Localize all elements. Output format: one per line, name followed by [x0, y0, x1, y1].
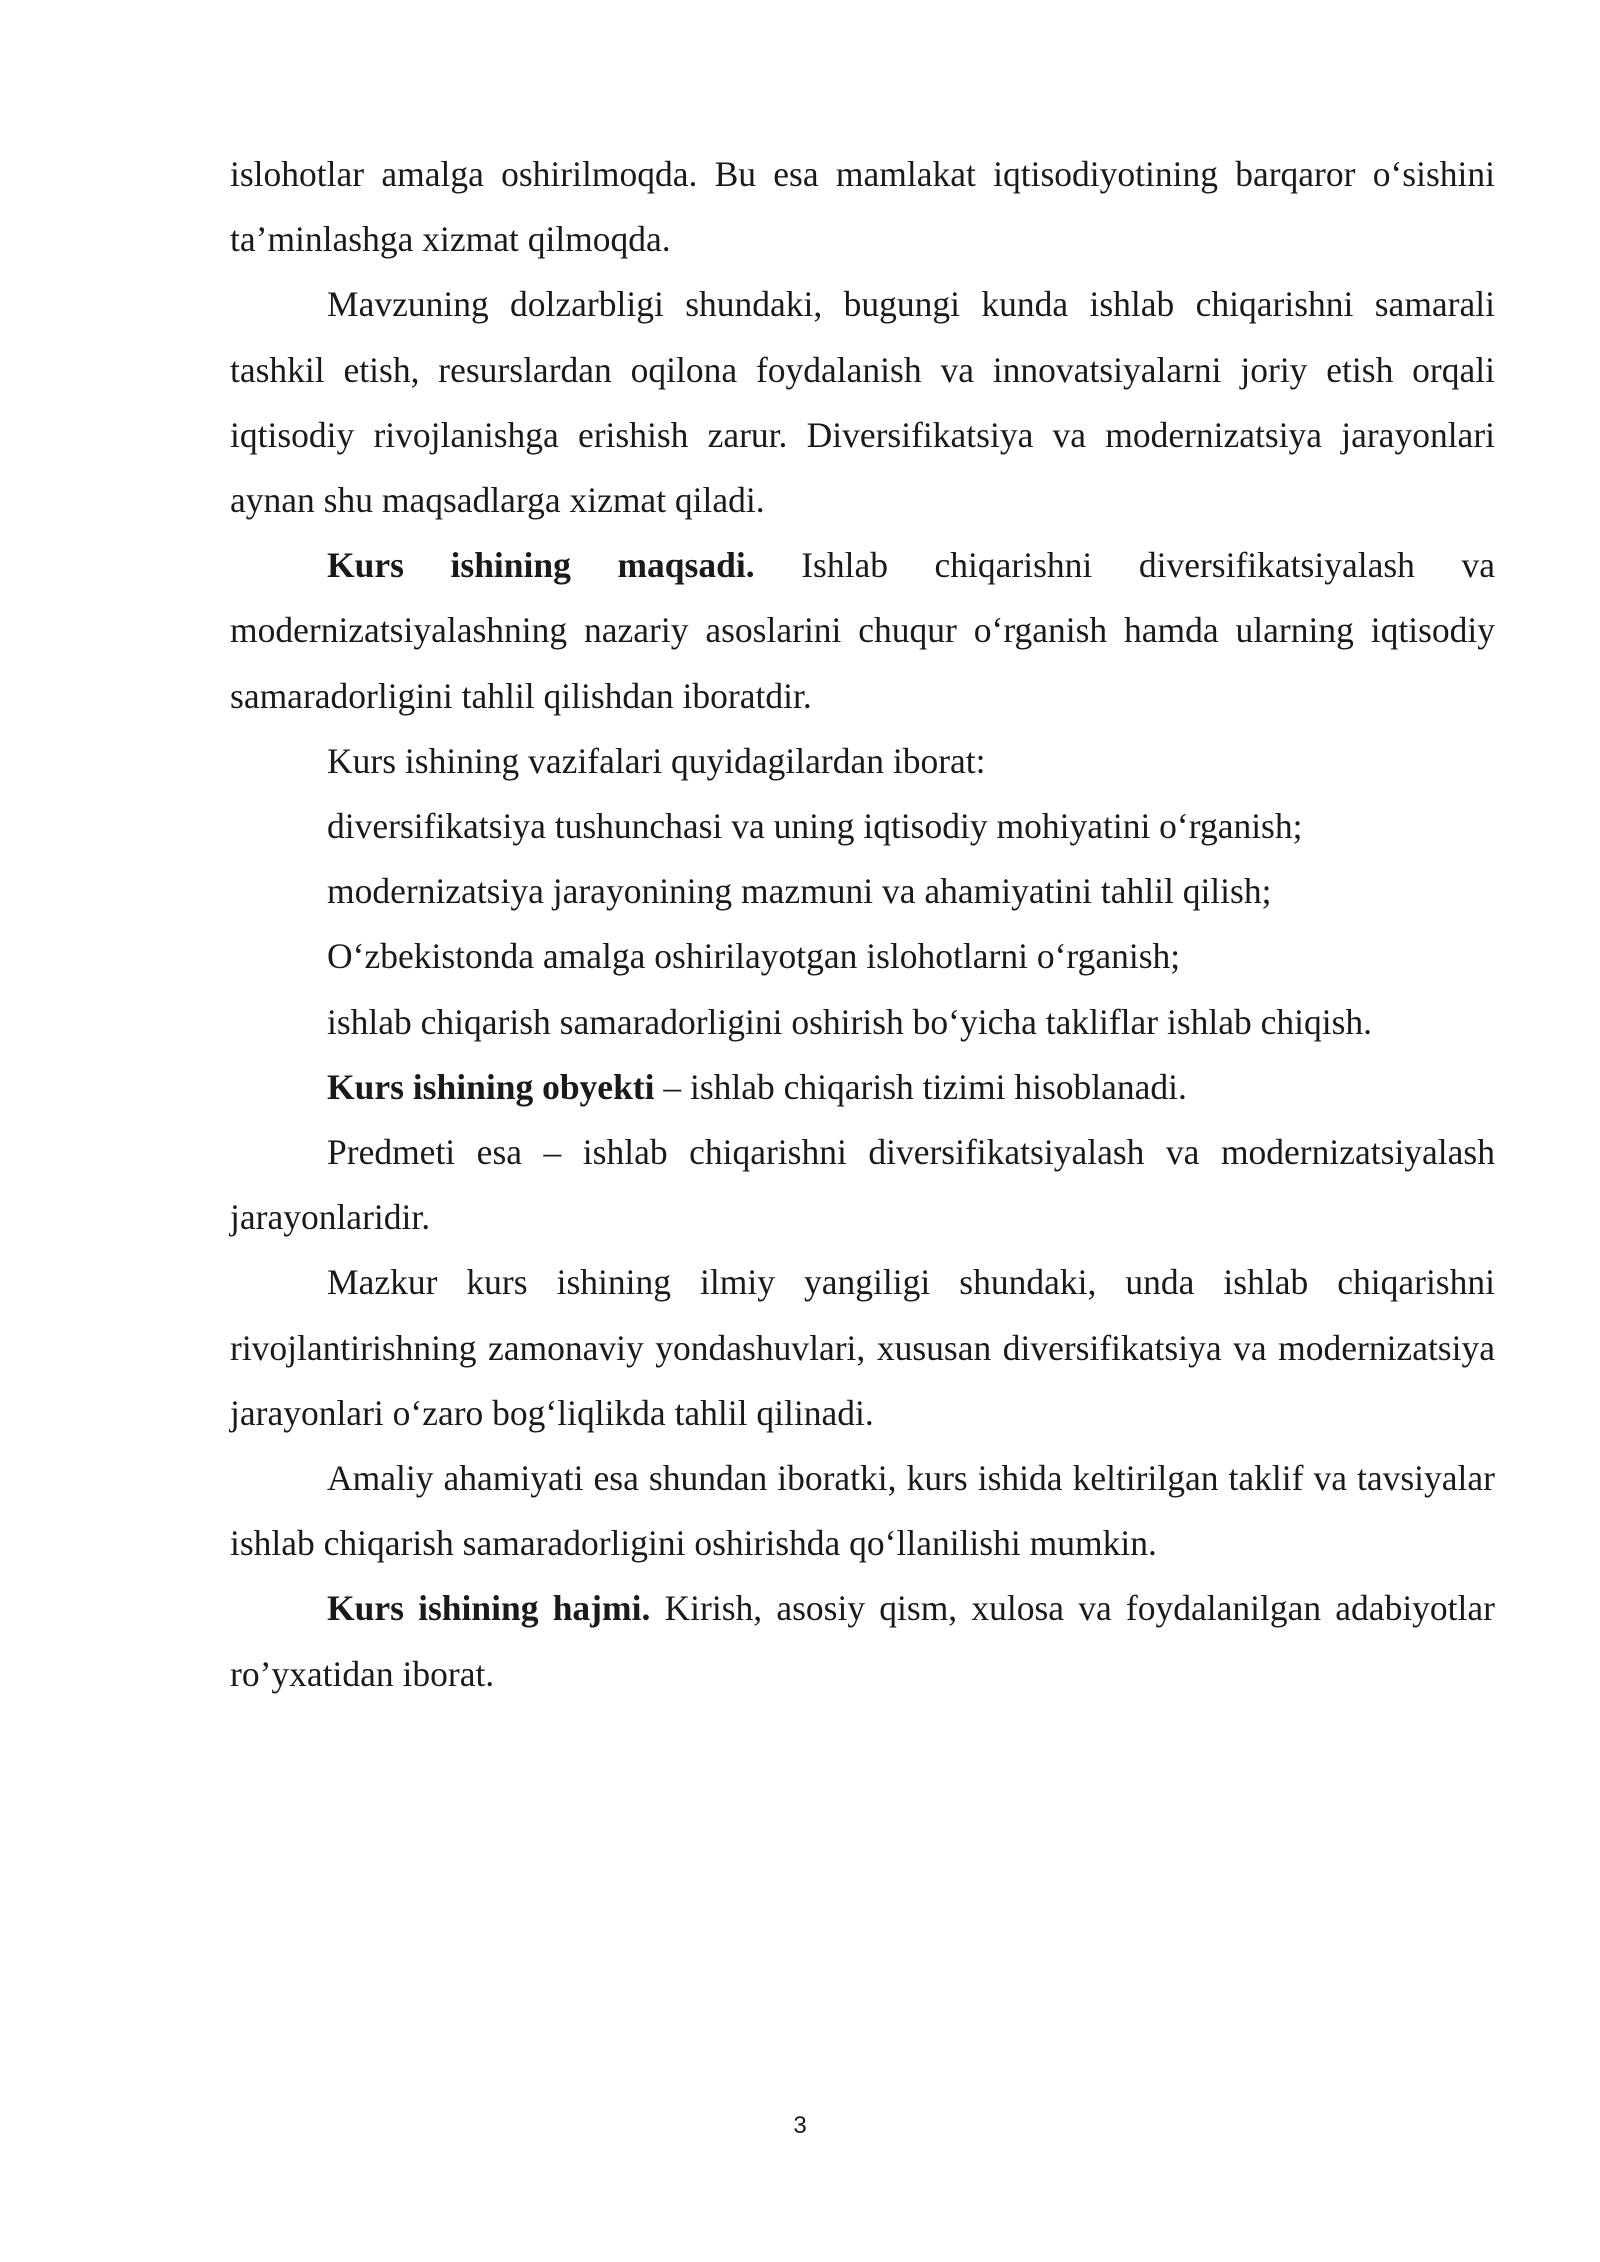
- paragraph-relevance: Mavzuning dolzarbligi shundaki, bugungi kunda ishlab chiqarishni samarali tashkil etish, resurslardan oqilona foydalanish va innovatsiyalarni joriy etish orqali iqtisodiy rivojlanishga erishish zarur. Diversifikatsiya va modernizatsiya jarayonlari aynan shu maqsadlarga xizmat qiladi.: [230, 284, 1495, 521]
- volume-heading: Kurs ishining hajmi.: [327, 1588, 651, 1629]
- paragraph-novelty: Mazkur kurs ishining ilmiy yangiligi shundaki, unda ishlab chiqarishni rivojlantirishning zamonaviy yondashuvlari, xususan diversifikatsiya va modernizatsiya jarayonlari o‘zaro bog‘liqlikda tahlil qilinadi.: [230, 1262, 1495, 1433]
- goal-text: Ishlab chiqarishni diversifikatsiyalash va modernizatsiyalashning nazariy asoslarini chuqur o‘rganish hamda ularning iqtisodiy samaradorligini tahlil qilishdan iboratdir.: [230, 545, 1495, 716]
- paragraph-practical: Amaliy ahamiyati esa shundan iboratki, kurs ishida keltirilgan taklif va tavsiyalar ishlab chiqarish samaradorligini oshirishda qo‘llanilishi mumkin.: [230, 1458, 1495, 1564]
- paragraph-object: [230, 1055, 1495, 1120]
- object-text: – ishlab chiqarish tizimi hisoblanadi.: [654, 1066, 1187, 1107]
- paragraph-goal: [230, 533, 1495, 729]
- paragraph-intro-continuation: islohotlar amalga oshirilmoqda. Bu esa mamlakat iqtisodiyotining barqaror o‘sishini ta’minlashga xizmat qilmoqda.: [230, 154, 1495, 260]
- task-item: O‘zbekistonda amalga oshirilayotgan islohotlarni o‘rganish;: [327, 936, 1181, 977]
- paragraph-volume: [230, 1576, 1495, 1706]
- page-body: [230, 142, 1495, 1707]
- volume-text: Kirish, asosiy qism, xulosa va foydalanilgan adabiyotlar ro’yxatidan iborat.: [230, 1588, 1495, 1694]
- task-item: modernizatsiya jarayonining mazmuni va ahamiyatini tahlil qilish;: [327, 871, 1272, 912]
- tasks-intro: Kurs ishining vazifalari quyidagilardan iborat:: [327, 740, 986, 781]
- task-item: diversifikatsiya tushunchasi va uning iqtisodiy mohiyatini o‘rganish;: [327, 806, 1303, 847]
- object-heading: Kurs ishining obyekti: [327, 1066, 655, 1107]
- goal-heading: Kurs ishining maqsadi.: [327, 545, 755, 586]
- task-item: ishlab chiqarish samaradorligini oshirish bo‘yicha takliflar ishlab chiqish.: [327, 1001, 1373, 1042]
- paragraph-subject: Predmeti esa – ishlab chiqarishni diversifikatsiyalash va modernizatsiyalash jarayonlaridir.: [230, 1132, 1495, 1238]
- page-number: 3: [793, 2112, 807, 2139]
